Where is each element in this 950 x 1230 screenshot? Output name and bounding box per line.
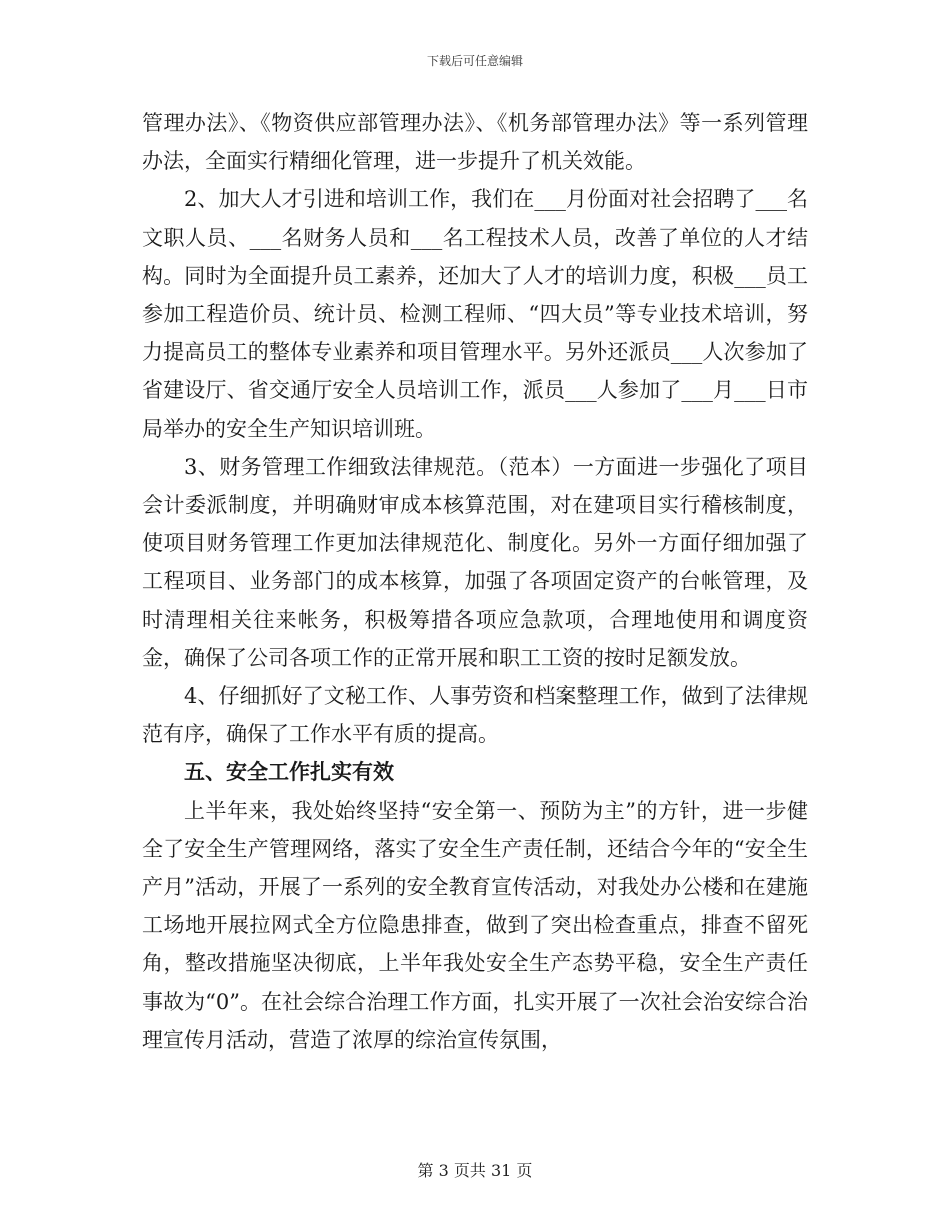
section-heading-safety: 五、安全工作扎实有效 [184, 760, 394, 785]
page-header: 下载后可任意编辑 [426, 54, 523, 68]
paragraph-continuation: 管理办法》、《物资供应部管理办法》、《机务部管理办法》等一系列管理办法，全面实行精细化管理，进一步提升了机关效能。 [142, 111, 808, 174]
document-body [142, 104, 808, 1059]
paragraph-safety-work: 上半年来，我处始终坚持“安全第一、预防为主”的方针，进一步健全了安全生产管理网络，落实了安全生产责任制，还结合今年的“安全生产月”活动，开展了一系列的安全教育宣传活动，对我处办公楼和在建施工场地开展拉网式全方位隐患排查，做到了突出检查重点，排查不留死角，整改措施坚决彻底，上半年我处安全生产态势平稳，安全生产责任事故为“0”。在社会综合治理工作方面，扎实开展了一次社会治安综合治理宣传月活动，营造了浓厚的综治宣传氛围， [142, 798, 808, 1052]
paragraph-secretarial-work: 4、仔细抓好了文秘工作、人事劳资和档案整理工作，做到了法律规范有序，确保了工作水平有质的提高。 [142, 684, 808, 747]
paragraph-talent-training: 2、加大人才引进和培训工作，我们在___月份面对社会招聘了___名文职人员、___名财务人员和___名工程技术人员，改善了单位的人才结构。同时为全面提升员工素养，还加大了人才的培训力度，积极___员工参加工程造价员、统计员、检测工程师、“四大员”等专业技术培训，努力提高员工的整体专业素养和项目管理水平。另外还派员___人次参加了省建设厅、省交通厅安全人员培训工作，派员___人参加了___月___日市局举办的安全生产知识培训班。 [142, 187, 808, 441]
page-number: 第 3 页共 31 页 [417, 1161, 533, 1180]
paragraph-finance-management: 3、财务管理工作细致法律规范。（范本）一方面进一步强化了项目会计委派制度，并明确财审成本核算范围，对在建项目实行稽核制度，使项目财务管理工作更加法律规范化、制度化。另外一方面仔细加强了工程项目、业务部门的成本核算，加强了各项固定资产的台帐管理，及时清理相关往来帐务，积极筹措各项应急款项，合理地使用和调度资金，确保了公司各项工作的正常开展和职工工资的按时足额发放。 [142, 454, 808, 670]
